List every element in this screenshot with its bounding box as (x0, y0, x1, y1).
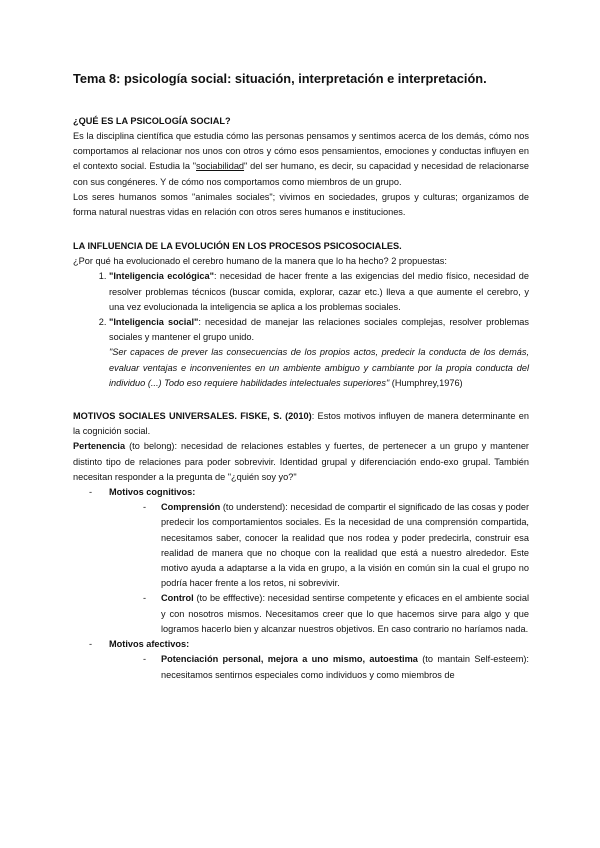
section-heading: MOTIVOS SOCIALES UNIVERSALES. FISKE, S. (2010) (73, 411, 312, 422)
list-item-term: Control (161, 593, 194, 604)
citation: (Humphrey,1976) (389, 377, 463, 388)
paragraph: ¿Por qué ha evolucionado el cerebro humano de la manera que lo ha hecho? 2 propuestas: (73, 256, 447, 267)
section-what-is-social-psychology (73, 113, 529, 220)
list-item-term: "Inteligencia ecológica" (109, 271, 214, 282)
list-item: - Potenciación personal, mejora a uno mismo, autoestima (to mantain Self-esteem): necesitamos sentirnos especiales como individuos y como miembros de (143, 654, 529, 680)
section-heading: ¿QUÉ ES LA PSICOLOGÍA SOCIAL? (73, 116, 231, 126)
list-item-term: "Inteligencia social" (109, 317, 199, 328)
quote: "Ser capaces de prever las consecuencias de los propios actos, predecir la conducta de los demás, evaluar ventajas e inconvenientes en un ambiente ambiguo y cambiante por la propia conducta del individuo (...) Todo eso requiere habilidades intelectuales superiores" (109, 347, 529, 388)
section-evolution-influence (73, 238, 529, 391)
list-item: 1. "Inteligencia ecológica": necesidad de hacer frente a las exigencias del medio físico, necesidad de resolver problemas técnicos (buscar comida, explorar, cazar etc.) lleva a que aumente el cerebro, y una vez evolucionada la inteligencia se aplica a los problemas sociales. (109, 269, 529, 315)
list-item: 2. "Inteligencia social": necesidad de manejar las relaciones sociales complejas, resolver problemas sociales y mantener el grupo unido. "Ser capaces de prever las consecuencias de los propios actos, predecir la conducta de los demás, evaluar ventajas e inconvenientes en un ambiente ambiguo y cambiante por la propia conducta del individuo (...) Todo eso requiere habilidades intelectuales superiores" (Humphrey,1976) (109, 315, 529, 391)
section-universal-social-motives (73, 409, 529, 683)
page-title: Tema 8: psicología social: situación, interpretación e interpretación. (73, 71, 487, 86)
list-item: - Comprensión (to understend): necesidad de compartir el significado de las cosas y poder predecir los comportamientos sociales. Es la necesidad de una comprensión compartida, necesitamos saber, conocer la realidad que nos rodea y poder predecirla, construir esa realidad de manera que no choque con la realidad que está a nuestro alrededor. Este motivo ayuda a adaptarse a la vida en grupo, a la visión en común sin la cual el grupo no podría hacer frente a los retos, ni sobrevivir. (143, 502, 529, 589)
section-heading: LA INFLUENCIA DE LA EVOLUCIÓN EN LOS PROCESOS PSICOSOCIALES. (73, 241, 402, 252)
list-item-term: Potenciación personal, mejora a uno mismo, autoestima (161, 654, 418, 665)
list-item: - Control (to be efffective): necesidad sentirse competente y eficaces en el ambiente social y con nosotros mismos. Necesitamos creer que lo que hacemos sirve para algo y que logramos hacerlo bien y alcanzar nuestros objetivos. En caso contrario no haríamos nada. (143, 593, 529, 634)
paragraph: Los seres humanos somos "animales sociales"; vivimos en sociedades, grupos y culturas; organizamos de forma natural nuestras vidas en relación con otros seres humanos e instituciones. (73, 191, 529, 218)
list-item-term: Comprensión (161, 502, 221, 513)
numbered-list (73, 269, 529, 391)
term-pertenencia: Pertenencia (73, 441, 126, 452)
sub-list (109, 500, 529, 637)
motives-affective-label: Motivos afectivos: (109, 639, 190, 650)
sub-list (109, 652, 529, 682)
underlined-term: sociabilidad (196, 161, 245, 172)
paragraph: Es la disciplina científica que estudia cómo las personas pensamos y sentimos acerca de los demás, cómo nos comportamos al relacionar nos unos con otros y cómo esos pensamientos, emociones y conductas influyen en el contexto social. Estudia la "sociabilidad" del ser humano, es decir, su capacidad y necesidad de relacionarse con sus congéneres. Y de cómo nos comportamos como miembros de un grupo. (73, 131, 529, 187)
paragraph: MOTIVOS SOCIALES UNIVERSALES. FISKE, S. (2010): Estos motivos influyen de manera determinante en la cognición social. (73, 411, 530, 437)
list-item: - Motivos cognitivos: - Comprensión (to understend): necesidad de compartir el significado de las cosas y poder predecir los comportamientos sociales. Es la necesidad de una comprensión compartida, necesitamos saber, conocer la realidad que nos rodea y poder predecirla, construir esa realidad de manera que no choque con la realidad que está a nuestro alrededor. Este motivo ayuda a adaptarse a la vida en grupo, a la visión en común sin la cual el grupo no podría hacer frente a los retos, ni sobrevivir. - Control (to be efffective): necesidad sentirse competente y eficaces en el ambiente social y con nosotros mismos. Necesitamos creer que lo que hacemos sirve para algo y que logramos hacerlo bien y alcanzar nuestros objetivos. En caso contrario no haríamos nada. (73, 485, 529, 637)
paragraph: Pertenencia (to belong): necesidad de relaciones estables y fuertes, de pertenecer a un grupo y mantener distinto tipo de relaciones para poder sobrevivir. Identidad grupal y diferenciación endo-exo grupal. También necesitan responder a la pregunta de "¿quién soy yo?" (73, 441, 529, 482)
list-item: - Motivos afectivos: - Potenciación personal, mejora a uno mismo, autoestima (to mantain Self-esteem): necesitamos sentirnos especiales como individuos y como miembros de (73, 637, 529, 683)
motives-list (73, 485, 529, 683)
motives-cognitive-label: Motivos cognitivos: (109, 487, 196, 498)
document-page (73, 70, 529, 683)
